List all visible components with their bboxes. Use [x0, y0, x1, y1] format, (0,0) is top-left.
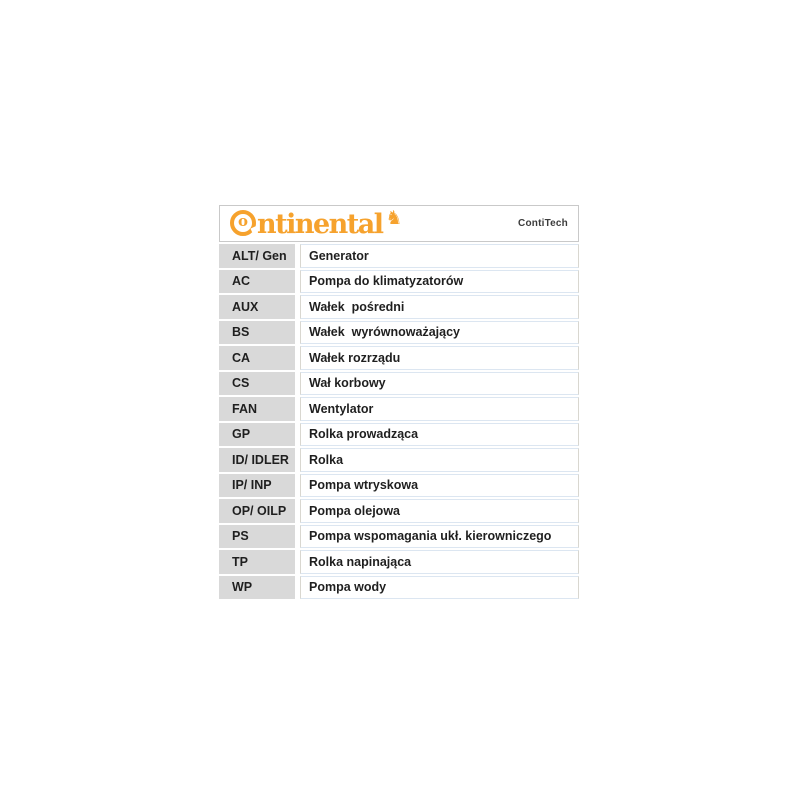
code-cell: AC: [219, 270, 295, 294]
description-cell: Rolka napinająca: [300, 550, 579, 574]
table-row: [219, 372, 579, 396]
table-row: [219, 295, 579, 319]
description-cell: Pompa olejowa: [300, 499, 579, 523]
logo-c-ring-icon: [230, 210, 256, 236]
description-cell: Rolka: [300, 448, 579, 472]
code-cell: BS: [219, 321, 295, 345]
description-cell: Wałek rozrządu: [300, 346, 579, 370]
description-cell: Rolka prowadząca: [300, 423, 579, 447]
description-cell: Wał korbowy: [300, 372, 579, 396]
table-row: [219, 448, 579, 472]
description-cell: Pompa wspomagania ukł. kierowniczego: [300, 525, 579, 549]
table-row: [219, 321, 579, 345]
description-cell: Wałek pośredni: [300, 295, 579, 319]
legend-sheet: [219, 205, 579, 601]
table-row: [219, 244, 579, 268]
description-cell: Generator: [300, 244, 579, 268]
brand-header-bar: [219, 205, 579, 242]
description-cell: Pompa wtryskowa: [300, 474, 579, 498]
code-cell: OP/ OILP: [219, 499, 295, 523]
logo-o-letter: o: [237, 212, 248, 230]
table-row: [219, 346, 579, 370]
code-cell: PS: [219, 525, 295, 549]
code-cell: CA: [219, 346, 295, 370]
code-cell: ALT/ Gen: [219, 244, 295, 268]
logo-wordmark: ntinental: [257, 209, 383, 240]
description-cell: Pompa do klimatyzatorów: [300, 270, 579, 294]
table-row: [219, 499, 579, 523]
code-cell: TP: [219, 550, 295, 574]
table-row: [219, 576, 579, 600]
code-cell: AUX: [219, 295, 295, 319]
table-row: [219, 423, 579, 447]
table-row: [219, 397, 579, 421]
table-row: [219, 270, 579, 294]
code-cell: GP: [219, 423, 295, 447]
table-row: [219, 474, 579, 498]
table-row: [219, 550, 579, 574]
abbreviation-legend-table: [219, 244, 579, 599]
continental-logo: [230, 207, 403, 240]
description-cell: Wentylator: [300, 397, 579, 421]
rearing-horse-icon: ♞: [385, 207, 403, 229]
code-cell: CS: [219, 372, 295, 396]
code-cell: WP: [219, 576, 295, 600]
description-cell: Wałek wyrównoważający: [300, 321, 579, 345]
description-cell: Pompa wody: [300, 576, 579, 600]
code-cell: ID/ IDLER: [219, 448, 295, 472]
table-row: [219, 525, 579, 549]
code-cell: FAN: [219, 397, 295, 421]
contitech-label: ContiTech: [518, 218, 568, 229]
code-cell: IP/ INP: [219, 474, 295, 498]
